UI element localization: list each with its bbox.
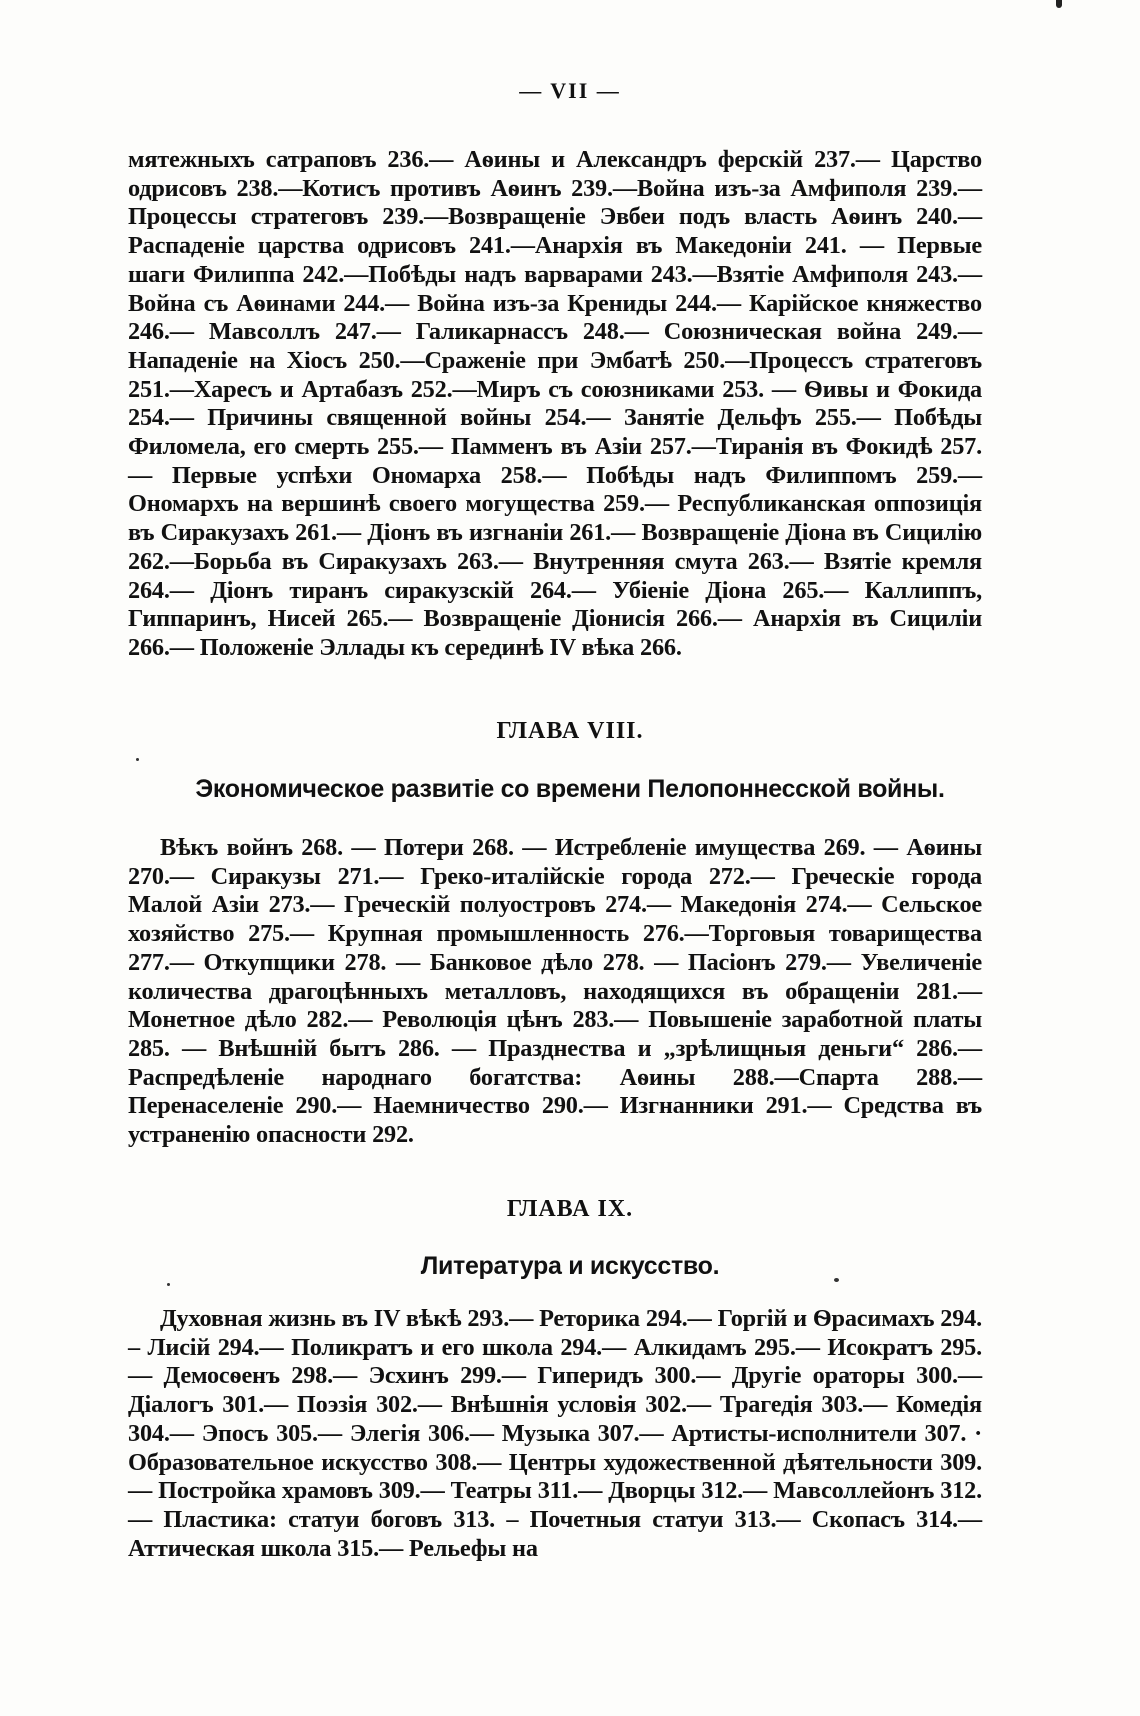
- chapter-contents: [128, 1305, 982, 1563]
- contents-paragraph: Вѣкъ войнъ 268. — Потери 268. — Истребленіе имущества 269. — Аѳины 270.— Сиракузы 271.— Греко-италійскіе города 272.— Греческіе города Малой Азіи 273.— Греческій полуостровъ 274.— Македонія 274.— Сельское хозяйство 275.— Крупная промышленность 276.—Торговыя товарищества 277.— Откупщики 278. — Банковое дѣло 278. — Пасіонъ 279.— Увеличеніе количества драгоцѣнныхъ металловъ, находящихся въ обращеніи 281.— Монетное дѣло 282.— Революція цѣнъ 283.— Повышеніе заработной платы 285. — Внѣшній бытъ 286. — Празднества и „зрѣлищныя деньги“ 286.— Распредѣленіе народнаго богатства: Аѳины 288.—Спарта 288.— Перенаселеніе 290.— Наемничество 290.— Изгнанники 291.— Средства въ устраненію опасности 292.: [128, 834, 982, 1149]
- scan-speck: [136, 758, 139, 761]
- chapter-contents: [128, 834, 982, 1150]
- chapter-title: Литература и искусство.: [420, 1252, 720, 1280]
- chapter-title: Экономическое развитіе со времени Пелопоннесской войны.: [195, 775, 945, 803]
- scan-speck: [834, 1278, 839, 1282]
- section-continuation: [128, 146, 982, 663]
- scan-artifact: [1056, 0, 1062, 8]
- chapter-heading: ГЛАВА VIII.: [496, 718, 644, 744]
- chapter-heading: ГЛАВА IX.: [506, 1196, 634, 1222]
- contents-paragraph: Духовная жизнь въ IV вѣкѣ 293.— Реторика 294.— Горгій и Ѳрасимахъ 294. – Лисій 294.— Поликратъ и его школа 294.— Алкидамъ 295.— Исократъ 295.— Демосѳенъ 298.— Эсхинъ 299.— Гиперидъ 300.— Другіе ораторы 300.— Діалогъ 301.— Поэзія 302.— Внѣшнія условія 302.— Трагедія 303.— Комедія 304.— Эпосъ 305.— Элегія 306.— Музыка 307.— Артисты-исполнители 307. · Образовательное искусство 308.— Центры художественной дѣятельности 309.— Постройка храмовъ 309.— Театры 311.— Дворцы 312.— Мавсоллейонъ 312.— Пластика: статуи боговъ 313. – Почетныя статуи 313.— Скопасъ 314.— Аттическая школа 315.— Рельефы на: [128, 1305, 982, 1562]
- contents-paragraph: мятежныхъ сатраповъ 236.— Аѳины и Александръ ферскій 237.— Царство одрисовъ 238.—Котисъ противъ Аѳинъ 239.—Война изъ-за Амфиполя 239.— Процессы стратеговъ 239.—Возвращеніе Эвбеи подъ власть Аѳинъ 240.— Распаденіе царства одрисовъ 241.—Анархія въ Македоніи 241. — Первые шаги Филиппа 242.—Побѣды надъ варварами 243.—Взятіе Амфиполя 243.— Война съ Аѳинами 244.— Война изъ-за Крениды 244.— Карійское княжество 246.— Мавсоллъ 247.— Галикарнассъ 248.— Союзническая война 249.— Нападеніе на Хіосъ 250.—Сраженіе при Эмбатѣ 250.—Процессъ стратеговъ 251.—Харесъ и Артабазъ 252.—Миръ съ союзниками 253. — Ѳивы и Фокида 254.— Причины священной войны 254.— Занятіе Дельфъ 255.— Побѣды Филомела, его смерть 255.— Паммeнъ въ Азіи 257.—Тиранія въ Фокидѣ 257.— Первые успѣхи Ономарха 258.— Побѣды надъ Филиппомъ 259.— Ономархъ на вершинѣ своего могущества 259.— Республиканская оппозиція въ Сиракузахъ 261.— Діонъ въ изгнаніи 261.— Возвращеніе Діона въ Сицилію 262.—Борьба въ Сиракузахъ 263.— Внутренняя смута 263.— Взятіе кремля 264.— Діонъ тиранъ сиракузскій 264.— Убіеніе Діона 265.— Каллиппъ, Гиппаринъ, Нисей 265.— Возвращеніе Діонисія 266.— Анархія въ Сициліи 266.— Положеніе Эллады къ серединѣ IV вѣка 266.: [128, 146, 982, 661]
- scan-speck: [167, 1283, 170, 1286]
- page-number: — VII —: [519, 78, 621, 103]
